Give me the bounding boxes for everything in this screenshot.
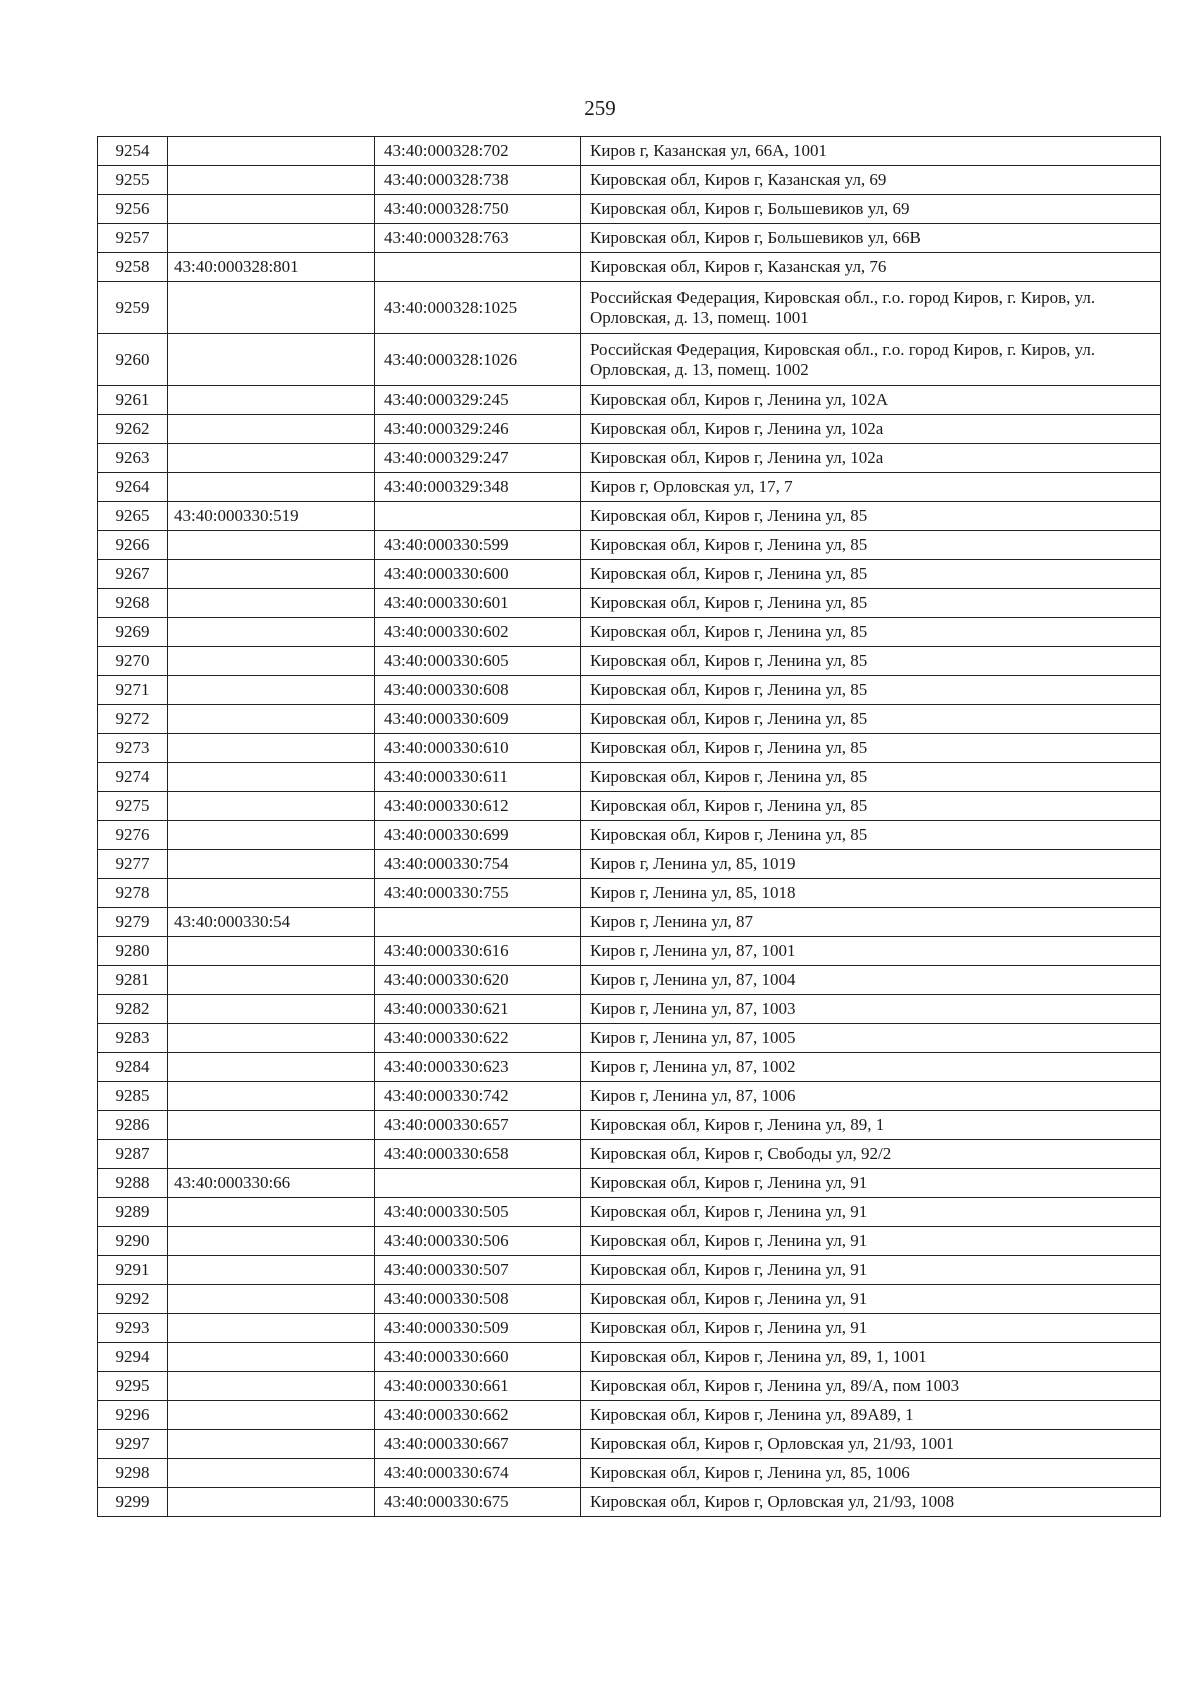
parent-cadastral-cell bbox=[168, 1140, 375, 1169]
parent-cadastral-cell bbox=[168, 1227, 375, 1256]
table-row bbox=[98, 1024, 1161, 1053]
parent-cadastral-cell bbox=[168, 676, 375, 705]
table-row bbox=[98, 1227, 1161, 1256]
row-number-cell: 9257 bbox=[98, 224, 168, 253]
parent-cadastral-cell bbox=[168, 1082, 375, 1111]
address-cell: Кировская обл, Киров г, Ленина ул, 102А bbox=[581, 386, 1161, 415]
cadastral-number-cell: 43:40:000330:623 bbox=[375, 1053, 581, 1082]
cadastral-number-cell: 43:40:000330:507 bbox=[375, 1256, 581, 1285]
parent-cadastral-cell bbox=[168, 1459, 375, 1488]
address-cell: Российская Федерация, Кировская обл., г.о. город Киров, г. Киров, ул. Орловская, д. 13, помещ. 1001 bbox=[581, 282, 1161, 334]
table-row bbox=[98, 937, 1161, 966]
address-cell: Кировская обл, Киров г, Ленина ул, 85, 1006 bbox=[581, 1459, 1161, 1488]
parent-cadastral-cell bbox=[168, 1314, 375, 1343]
address-cell: Кировская обл, Киров г, Ленина ул, 85 bbox=[581, 792, 1161, 821]
table-row bbox=[98, 1343, 1161, 1372]
table-row bbox=[98, 1256, 1161, 1285]
cadastral-number-cell: 43:40:000330:605 bbox=[375, 647, 581, 676]
row-number-cell: 9299 bbox=[98, 1488, 168, 1517]
cadastral-number-cell: 43:40:000330:600 bbox=[375, 560, 581, 589]
parent-cadastral-cell bbox=[168, 1111, 375, 1140]
address-cell: Кировская обл, Киров г, Ленина ул, 85 bbox=[581, 676, 1161, 705]
cadastral-number-cell: 43:40:000330:610 bbox=[375, 734, 581, 763]
cadastral-number-cell bbox=[375, 253, 581, 282]
parent-cadastral-cell bbox=[168, 1285, 375, 1314]
address-cell: Кировская обл, Киров г, Ленина ул, 91 bbox=[581, 1256, 1161, 1285]
row-number-cell: 9277 bbox=[98, 850, 168, 879]
row-number-cell: 9291 bbox=[98, 1256, 168, 1285]
table-row bbox=[98, 676, 1161, 705]
parent-cadastral-cell bbox=[168, 850, 375, 879]
row-number-cell: 9298 bbox=[98, 1459, 168, 1488]
address-cell: Кировская обл, Киров г, Ленина ул, 85 bbox=[581, 531, 1161, 560]
cadastral-number-cell bbox=[375, 1169, 581, 1198]
row-number-cell: 9262 bbox=[98, 415, 168, 444]
address-cell: Кировская обл, Киров г, Ленина ул, 91 bbox=[581, 1198, 1161, 1227]
address-cell: Кировская обл, Киров г, Ленина ул, 91 bbox=[581, 1285, 1161, 1314]
parent-cadastral-cell bbox=[168, 1343, 375, 1372]
parent-cadastral-cell bbox=[168, 705, 375, 734]
parent-cadastral-cell bbox=[168, 792, 375, 821]
address-cell: Киров г, Ленина ул, 85, 1018 bbox=[581, 879, 1161, 908]
address-cell: Кировская обл, Киров г, Ленина ул, 91 bbox=[581, 1169, 1161, 1198]
address-cell: Российская Федерация, Кировская обл., г.о. город Киров, г. Киров, ул. Орловская, д. 13, помещ. 1002 bbox=[581, 334, 1161, 386]
row-number-cell: 9267 bbox=[98, 560, 168, 589]
table-row bbox=[98, 415, 1161, 444]
cadastral-number-cell: 43:40:000330:506 bbox=[375, 1227, 581, 1256]
row-number-cell: 9276 bbox=[98, 821, 168, 850]
row-number-cell: 9284 bbox=[98, 1053, 168, 1082]
row-number-cell: 9290 bbox=[98, 1227, 168, 1256]
cadastral-number-cell: 43:40:000330:755 bbox=[375, 879, 581, 908]
row-number-cell: 9279 bbox=[98, 908, 168, 937]
table-row bbox=[98, 137, 1161, 166]
parent-cadastral-cell bbox=[168, 282, 375, 334]
table-row bbox=[98, 1488, 1161, 1517]
cadastral-number-cell: 43:40:000328:763 bbox=[375, 224, 581, 253]
address-cell: Кировская обл, Киров г, Большевиков ул, 66В bbox=[581, 224, 1161, 253]
cadastral-number-cell: 43:40:000329:245 bbox=[375, 386, 581, 415]
cadastral-number-cell: 43:40:000330:674 bbox=[375, 1459, 581, 1488]
cadastral-number-cell: 43:40:000330:599 bbox=[375, 531, 581, 560]
row-number-cell: 9265 bbox=[98, 502, 168, 531]
table-row bbox=[98, 1430, 1161, 1459]
parent-cadastral-cell bbox=[168, 560, 375, 589]
cadastral-number-cell: 43:40:000329:246 bbox=[375, 415, 581, 444]
table-row bbox=[98, 966, 1161, 995]
address-cell: Киров г, Ленина ул, 87, 1005 bbox=[581, 1024, 1161, 1053]
cadastral-number-cell: 43:40:000330:505 bbox=[375, 1198, 581, 1227]
parent-cadastral-cell bbox=[168, 137, 375, 166]
cadastral-number-cell: 43:40:000330:602 bbox=[375, 618, 581, 647]
row-number-cell: 9269 bbox=[98, 618, 168, 647]
cadastral-number-cell bbox=[375, 502, 581, 531]
cadastral-number-cell: 43:40:000328:1025 bbox=[375, 282, 581, 334]
parent-cadastral-cell bbox=[168, 879, 375, 908]
address-cell: Киров г, Ленина ул, 87, 1003 bbox=[581, 995, 1161, 1024]
row-number-cell: 9268 bbox=[98, 589, 168, 618]
parent-cadastral-cell bbox=[168, 1488, 375, 1517]
parent-cadastral-cell bbox=[168, 1372, 375, 1401]
cadastral-number-cell: 43:40:000330:675 bbox=[375, 1488, 581, 1517]
parent-cadastral-cell bbox=[168, 1401, 375, 1430]
cadastral-number-cell: 43:40:000328:1026 bbox=[375, 334, 581, 386]
table-row bbox=[98, 734, 1161, 763]
parent-cadastral-cell bbox=[168, 1430, 375, 1459]
address-cell: Кировская обл, Киров г, Большевиков ул, 69 bbox=[581, 195, 1161, 224]
table-row bbox=[98, 253, 1161, 282]
table-row bbox=[98, 1198, 1161, 1227]
parent-cadastral-cell bbox=[168, 995, 375, 1024]
cadastral-number-cell: 43:40:000330:658 bbox=[375, 1140, 581, 1169]
registry-table bbox=[97, 136, 1161, 1517]
cadastral-number-cell: 43:40:000330:616 bbox=[375, 937, 581, 966]
row-number-cell: 9293 bbox=[98, 1314, 168, 1343]
parent-cadastral-cell: 43:40:000330:66 bbox=[168, 1169, 375, 1198]
cadastral-number-cell: 43:40:000328:702 bbox=[375, 137, 581, 166]
table-row bbox=[98, 531, 1161, 560]
address-cell: Кировская обл, Киров г, Ленина ул, 85 bbox=[581, 502, 1161, 531]
cadastral-number-cell: 43:40:000330:609 bbox=[375, 705, 581, 734]
row-number-cell: 9259 bbox=[98, 282, 168, 334]
parent-cadastral-cell bbox=[168, 386, 375, 415]
cadastral-number-cell: 43:40:000330:699 bbox=[375, 821, 581, 850]
cadastral-number-cell: 43:40:000330:667 bbox=[375, 1430, 581, 1459]
table-row bbox=[98, 879, 1161, 908]
row-number-cell: 9254 bbox=[98, 137, 168, 166]
row-number-cell: 9278 bbox=[98, 879, 168, 908]
row-number-cell: 9289 bbox=[98, 1198, 168, 1227]
cadastral-number-cell: 43:40:000330:657 bbox=[375, 1111, 581, 1140]
row-number-cell: 9272 bbox=[98, 705, 168, 734]
address-cell: Кировская обл, Киров г, Ленина ул, 89, 1 bbox=[581, 1111, 1161, 1140]
row-number-cell: 9256 bbox=[98, 195, 168, 224]
row-number-cell: 9282 bbox=[98, 995, 168, 1024]
parent-cadastral-cell bbox=[168, 473, 375, 502]
table-row bbox=[98, 821, 1161, 850]
table-row bbox=[98, 1372, 1161, 1401]
parent-cadastral-cell bbox=[168, 937, 375, 966]
address-cell: Кировская обл, Киров г, Ленина ул, 102а bbox=[581, 415, 1161, 444]
address-cell: Кировская обл, Киров г, Ленина ул, 91 bbox=[581, 1227, 1161, 1256]
row-number-cell: 9261 bbox=[98, 386, 168, 415]
table-row bbox=[98, 1459, 1161, 1488]
parent-cadastral-cell: 43:40:000328:801 bbox=[168, 253, 375, 282]
table-row bbox=[98, 1140, 1161, 1169]
row-number-cell: 9280 bbox=[98, 937, 168, 966]
address-cell: Кировская обл, Киров г, Ленина ул, 85 bbox=[581, 734, 1161, 763]
address-cell: Кировская обл, Киров г, Ленина ул, 102а bbox=[581, 444, 1161, 473]
address-cell: Киров г, Ленина ул, 85, 1019 bbox=[581, 850, 1161, 879]
parent-cadastral-cell bbox=[168, 647, 375, 676]
address-cell: Кировская обл, Киров г, Ленина ул, 85 bbox=[581, 705, 1161, 734]
table-row bbox=[98, 473, 1161, 502]
address-cell: Кировская обл, Киров г, Орловская ул, 21/93, 1008 bbox=[581, 1488, 1161, 1517]
table-row bbox=[98, 1082, 1161, 1111]
parent-cadastral-cell bbox=[168, 966, 375, 995]
parent-cadastral-cell bbox=[168, 618, 375, 647]
cadastral-number-cell: 43:40:000330:661 bbox=[375, 1372, 581, 1401]
address-cell: Киров г, Орловская ул, 17, 7 bbox=[581, 473, 1161, 502]
row-number-cell: 9286 bbox=[98, 1111, 168, 1140]
cadastral-number-cell: 43:40:000328:750 bbox=[375, 195, 581, 224]
cadastral-number-cell: 43:40:000330:508 bbox=[375, 1285, 581, 1314]
row-number-cell: 9275 bbox=[98, 792, 168, 821]
table-row bbox=[98, 1169, 1161, 1198]
parent-cadastral-cell bbox=[168, 415, 375, 444]
address-cell: Кировская обл, Киров г, Ленина ул, 85 bbox=[581, 647, 1161, 676]
address-cell: Киров г, Ленина ул, 87, 1002 bbox=[581, 1053, 1161, 1082]
cadastral-number-cell: 43:40:000329:348 bbox=[375, 473, 581, 502]
cadastral-number-cell bbox=[375, 908, 581, 937]
row-number-cell: 9288 bbox=[98, 1169, 168, 1198]
row-number-cell: 9263 bbox=[98, 444, 168, 473]
address-cell: Киров г, Ленина ул, 87, 1001 bbox=[581, 937, 1161, 966]
parent-cadastral-cell bbox=[168, 821, 375, 850]
row-number-cell: 9297 bbox=[98, 1430, 168, 1459]
cadastral-number-cell: 43:40:000330:622 bbox=[375, 1024, 581, 1053]
row-number-cell: 9260 bbox=[98, 334, 168, 386]
row-number-cell: 9266 bbox=[98, 531, 168, 560]
row-number-cell: 9285 bbox=[98, 1082, 168, 1111]
table-row bbox=[98, 705, 1161, 734]
address-cell: Киров г, Ленина ул, 87, 1004 bbox=[581, 966, 1161, 995]
table-row bbox=[98, 444, 1161, 473]
row-number-cell: 9274 bbox=[98, 763, 168, 792]
table-row bbox=[98, 1314, 1161, 1343]
table-body bbox=[98, 137, 1161, 1517]
parent-cadastral-cell bbox=[168, 763, 375, 792]
row-number-cell: 9296 bbox=[98, 1401, 168, 1430]
row-number-cell: 9281 bbox=[98, 966, 168, 995]
row-number-cell: 9270 bbox=[98, 647, 168, 676]
address-cell: Кировская обл, Киров г, Казанская ул, 76 bbox=[581, 253, 1161, 282]
table-row bbox=[98, 224, 1161, 253]
parent-cadastral-cell bbox=[168, 1256, 375, 1285]
table-row bbox=[98, 334, 1161, 386]
parent-cadastral-cell bbox=[168, 166, 375, 195]
table-row bbox=[98, 850, 1161, 879]
row-number-cell: 9283 bbox=[98, 1024, 168, 1053]
table-row bbox=[98, 647, 1161, 676]
table-row bbox=[98, 1111, 1161, 1140]
table-row bbox=[98, 1285, 1161, 1314]
parent-cadastral-cell bbox=[168, 1024, 375, 1053]
table-row bbox=[98, 282, 1161, 334]
address-cell: Кировская обл, Киров г, Ленина ул, 91 bbox=[581, 1314, 1161, 1343]
cadastral-number-cell: 43:40:000330:509 bbox=[375, 1314, 581, 1343]
parent-cadastral-cell bbox=[168, 1053, 375, 1082]
parent-cadastral-cell bbox=[168, 1198, 375, 1227]
parent-cadastral-cell bbox=[168, 334, 375, 386]
table-row bbox=[98, 908, 1161, 937]
table-row bbox=[98, 386, 1161, 415]
parent-cadastral-cell bbox=[168, 444, 375, 473]
table-row bbox=[98, 502, 1161, 531]
parent-cadastral-cell bbox=[168, 195, 375, 224]
row-number-cell: 9271 bbox=[98, 676, 168, 705]
address-cell: Кировская обл, Киров г, Ленина ул, 89/А, пом 1003 bbox=[581, 1372, 1161, 1401]
cadastral-number-cell: 43:40:000330:662 bbox=[375, 1401, 581, 1430]
cadastral-number-cell: 43:40:000330:611 bbox=[375, 763, 581, 792]
cadastral-number-cell: 43:40:000329:247 bbox=[375, 444, 581, 473]
table-row bbox=[98, 763, 1161, 792]
table-row bbox=[98, 618, 1161, 647]
address-cell: Кировская обл, Киров г, Свободы ул, 92/2 bbox=[581, 1140, 1161, 1169]
parent-cadastral-cell bbox=[168, 589, 375, 618]
row-number-cell: 9292 bbox=[98, 1285, 168, 1314]
address-cell: Киров г, Ленина ул, 87, 1006 bbox=[581, 1082, 1161, 1111]
table-row bbox=[98, 166, 1161, 195]
address-cell: Кировская обл, Киров г, Ленина ул, 85 bbox=[581, 821, 1161, 850]
row-number-cell: 9287 bbox=[98, 1140, 168, 1169]
address-cell: Киров г, Казанская ул, 66А, 1001 bbox=[581, 137, 1161, 166]
address-cell: Кировская обл, Киров г, Ленина ул, 85 bbox=[581, 560, 1161, 589]
row-number-cell: 9258 bbox=[98, 253, 168, 282]
parent-cadastral-cell bbox=[168, 531, 375, 560]
cadastral-number-cell: 43:40:000330:612 bbox=[375, 792, 581, 821]
cadastral-number-cell: 43:40:000330:608 bbox=[375, 676, 581, 705]
parent-cadastral-cell: 43:40:000330:519 bbox=[168, 502, 375, 531]
table-row bbox=[98, 1053, 1161, 1082]
table-row bbox=[98, 195, 1161, 224]
row-number-cell: 9294 bbox=[98, 1343, 168, 1372]
address-cell: Кировская обл, Киров г, Ленина ул, 85 bbox=[581, 589, 1161, 618]
address-cell: Кировская обл, Киров г, Ленина ул, 85 bbox=[581, 618, 1161, 647]
table-row bbox=[98, 560, 1161, 589]
parent-cadastral-cell bbox=[168, 224, 375, 253]
address-cell: Киров г, Ленина ул, 87 bbox=[581, 908, 1161, 937]
row-number-cell: 9264 bbox=[98, 473, 168, 502]
address-cell: Кировская обл, Киров г, Орловская ул, 21/93, 1001 bbox=[581, 1430, 1161, 1459]
table-row bbox=[98, 792, 1161, 821]
row-number-cell: 9273 bbox=[98, 734, 168, 763]
address-cell: Кировская обл, Киров г, Ленина ул, 89, 1, 1001 bbox=[581, 1343, 1161, 1372]
cadastral-number-cell: 43:40:000330:742 bbox=[375, 1082, 581, 1111]
parent-cadastral-cell: 43:40:000330:54 bbox=[168, 908, 375, 937]
cadastral-number-cell: 43:40:000330:660 bbox=[375, 1343, 581, 1372]
address-cell: Кировская обл, Киров г, Казанская ул, 69 bbox=[581, 166, 1161, 195]
row-number-cell: 9295 bbox=[98, 1372, 168, 1401]
cadastral-number-cell: 43:40:000328:738 bbox=[375, 166, 581, 195]
cadastral-number-cell: 43:40:000330:601 bbox=[375, 589, 581, 618]
table-row bbox=[98, 995, 1161, 1024]
row-number-cell: 9255 bbox=[98, 166, 168, 195]
cadastral-number-cell: 43:40:000330:754 bbox=[375, 850, 581, 879]
cadastral-number-cell: 43:40:000330:621 bbox=[375, 995, 581, 1024]
table-row bbox=[98, 1401, 1161, 1430]
cadastral-number-cell: 43:40:000330:620 bbox=[375, 966, 581, 995]
table-row bbox=[98, 589, 1161, 618]
address-cell: Кировская обл, Киров г, Ленина ул, 85 bbox=[581, 763, 1161, 792]
address-cell: Кировская обл, Киров г, Ленина ул, 89А89, 1 bbox=[581, 1401, 1161, 1430]
page-number: 259 bbox=[584, 96, 616, 120]
parent-cadastral-cell bbox=[168, 734, 375, 763]
